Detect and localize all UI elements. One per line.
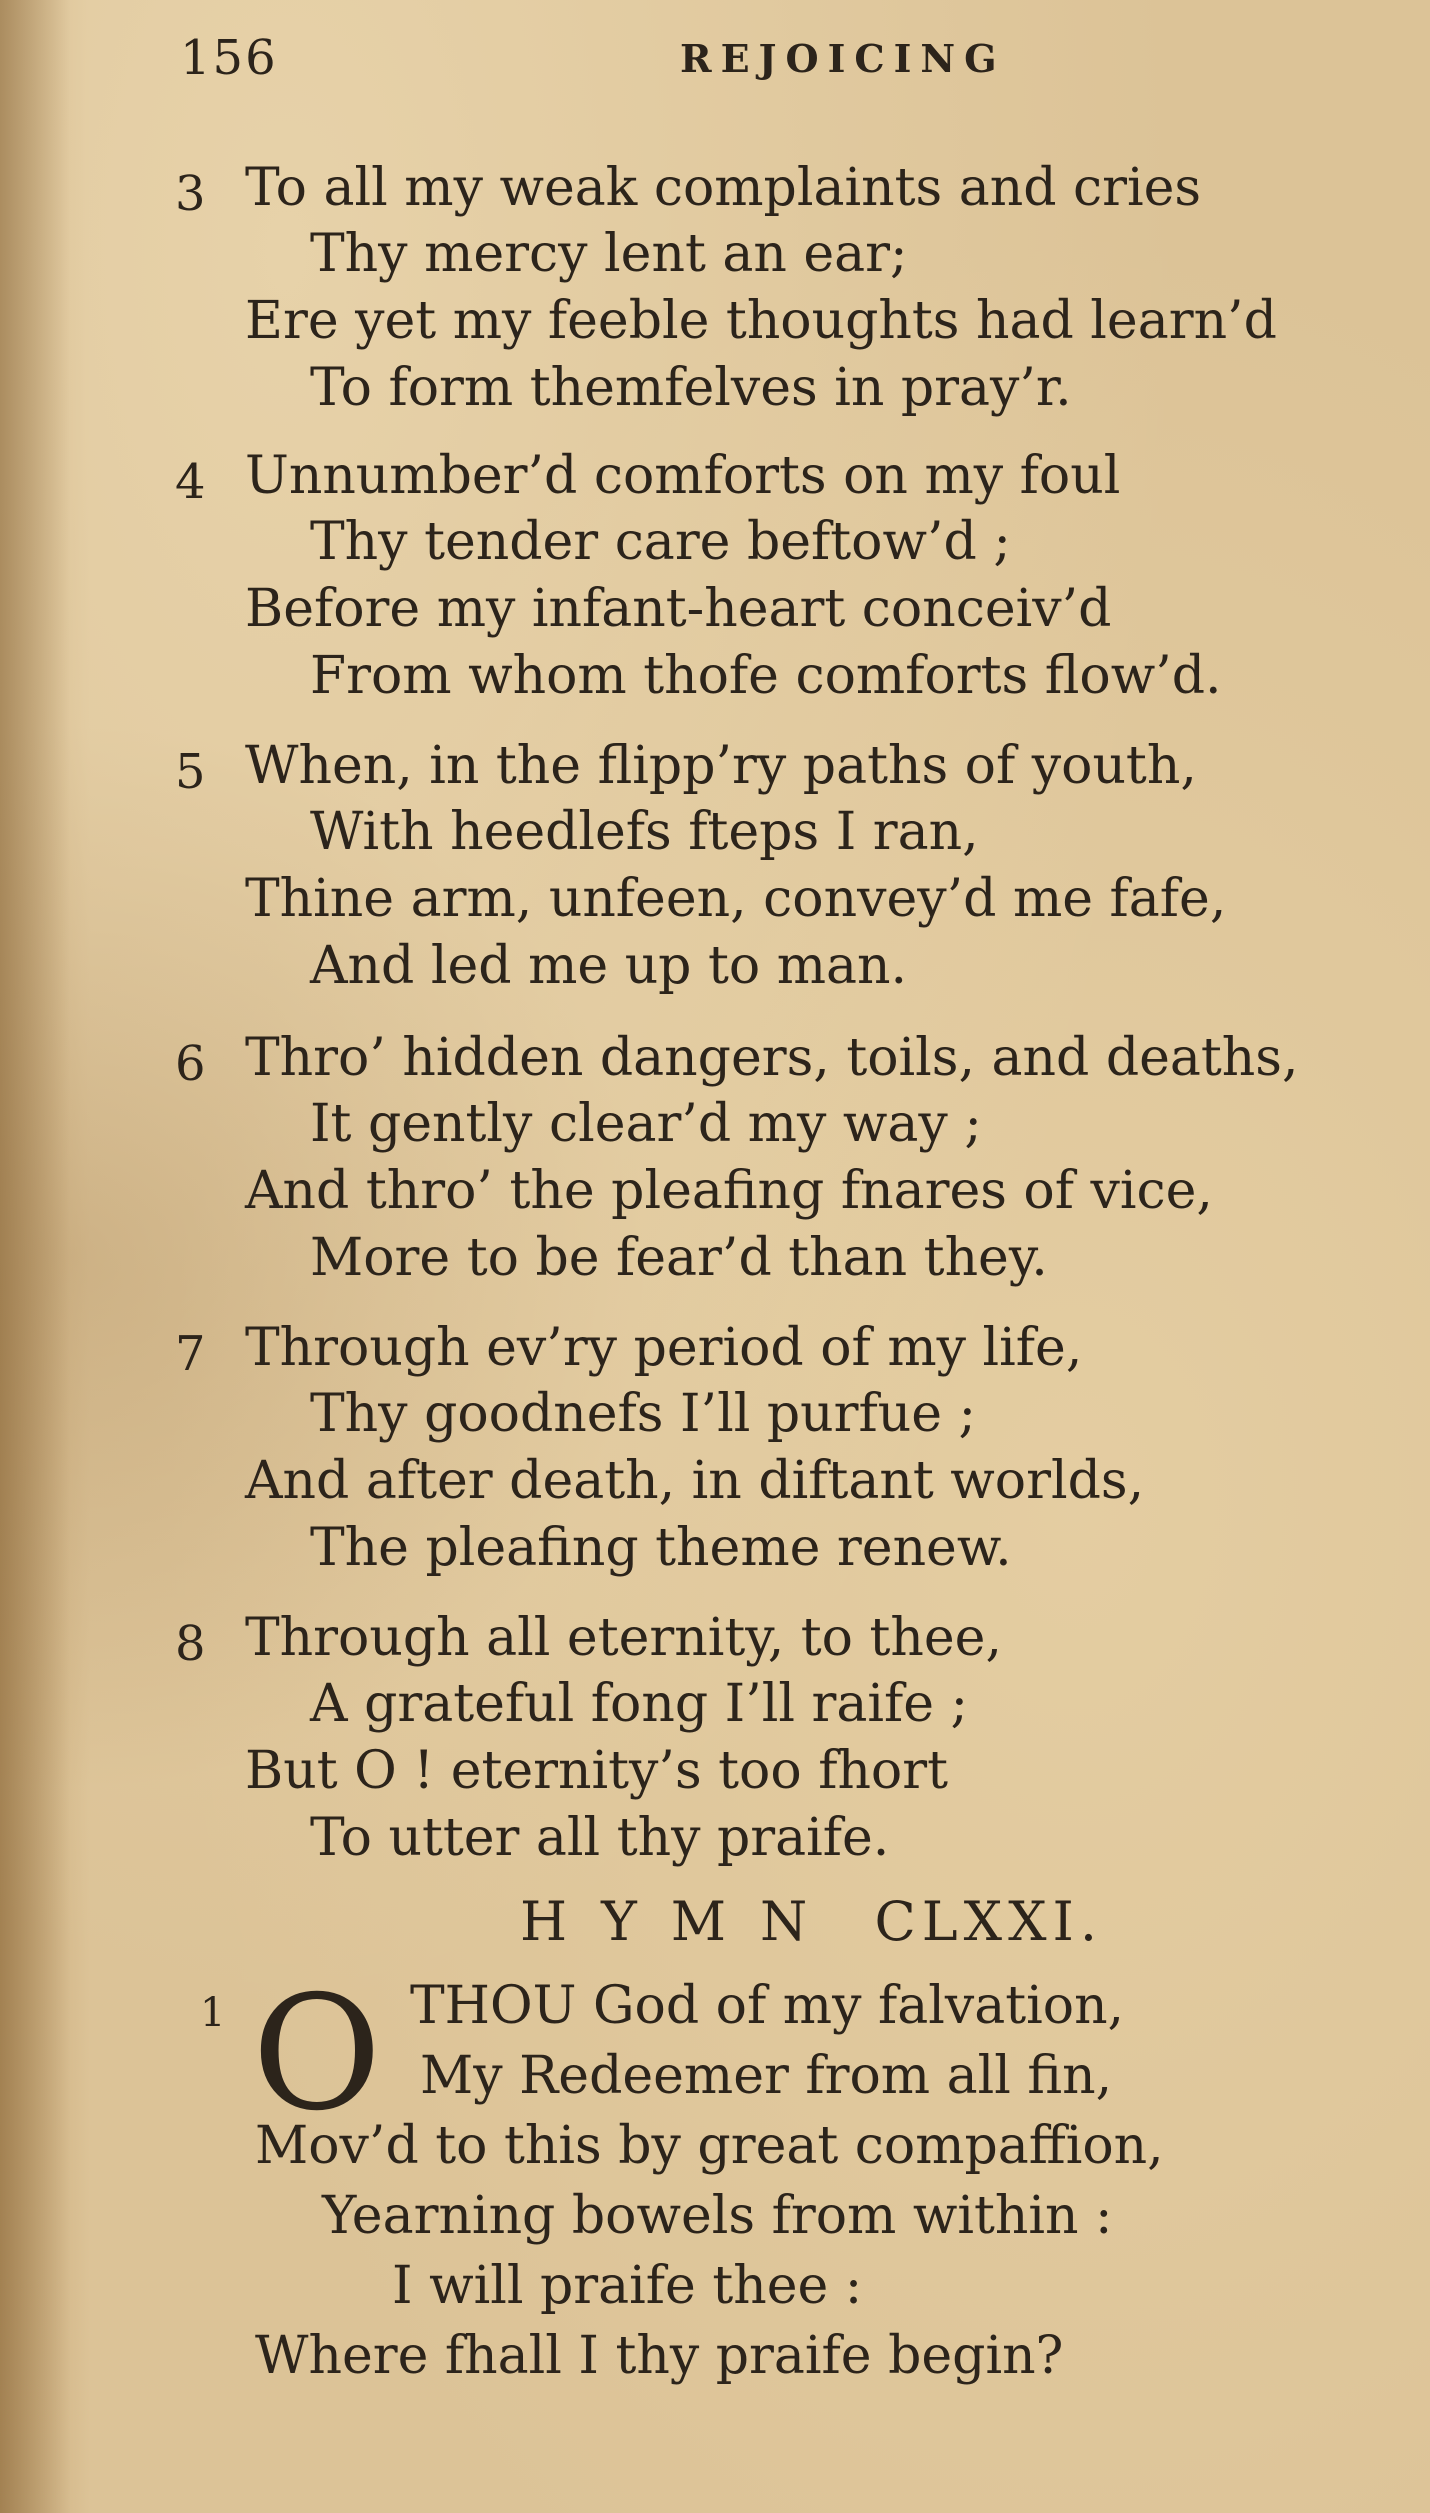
verse-number: 8 bbox=[175, 1616, 206, 1672]
verse-line: Thro’ hidden dangers, toils, and deaths, bbox=[245, 1028, 1299, 1088]
verse-line: And after death, in diftant worlds, bbox=[245, 1451, 1145, 1511]
hymn-line: Yearning bowels from within : bbox=[322, 2186, 1113, 2246]
verse-line: Thy tender care beftow’d ; bbox=[310, 512, 1011, 572]
hymn-line: Where fhall I thy praife begin? bbox=[255, 2326, 1064, 2386]
verse-line: More to be fear’d than they. bbox=[310, 1228, 1048, 1288]
page-gutter-shadow bbox=[0, 0, 70, 2513]
verse-line: The pleafing theme renew. bbox=[310, 1518, 1012, 1578]
drop-cap: O bbox=[252, 1962, 382, 2146]
verse-line: Thy goodnefs I’ll purfue ; bbox=[310, 1384, 977, 1444]
verse-line: And thro’ the pleafing fnares of vice, bbox=[245, 1161, 1213, 1221]
verse-line: Thy mercy lent an ear; bbox=[310, 224, 908, 284]
page-header bbox=[180, 30, 1280, 90]
verse-line: It gently clear’d my way ; bbox=[310, 1094, 982, 1154]
page-number: 156 bbox=[180, 30, 278, 86]
verse-number: 6 bbox=[175, 1036, 206, 1092]
verse-line: Unnumber’d comforts on my foul bbox=[245, 446, 1121, 506]
hymn-line: I will praife thee : bbox=[392, 2256, 863, 2316]
verse-number: 3 bbox=[175, 166, 206, 222]
verse-line: Thine arm, unfeen, convey’d me fafe, bbox=[245, 869, 1227, 929]
verse-number: 5 bbox=[175, 744, 206, 800]
verse-line: To form themfelves in pray’r. bbox=[310, 358, 1072, 418]
verse-line: And led me up to man. bbox=[310, 936, 908, 996]
hymn-stanza-number: 1 bbox=[200, 1990, 226, 2036]
verse-number: 4 bbox=[175, 454, 206, 510]
verse-line: From whom thofe comforts flow’d. bbox=[310, 646, 1222, 706]
hymn-title-number: CLXXI. bbox=[874, 1890, 1104, 1953]
verse-line: Before my infant-heart conceiv’d bbox=[245, 579, 1112, 639]
verse-line: Through ev’ry period of my life, bbox=[245, 1318, 1083, 1378]
hymn-line: My Redeemer from all fin, bbox=[420, 2046, 1113, 2106]
verse-line: To all my weak complaints and cries bbox=[245, 158, 1202, 218]
verse-line: Ere yet my feeble thoughts had learn’d bbox=[245, 291, 1277, 351]
hymn-title-word: HYMN bbox=[520, 1890, 842, 1953]
verse-line: With heedlefs fteps I ran, bbox=[310, 802, 979, 862]
verse-line: When, in the flipp’ry paths of youth, bbox=[245, 736, 1197, 796]
verse-line: But O ! eternity’s too fhort bbox=[245, 1741, 948, 1801]
running-head: REJOICING bbox=[680, 36, 1006, 81]
verse-line: To utter all thy praife. bbox=[310, 1808, 890, 1868]
verse-number: 7 bbox=[175, 1326, 206, 1382]
hymn-title bbox=[520, 1890, 1103, 1953]
hymn-line: Mov’d to this by great compaffion, bbox=[255, 2116, 1164, 2176]
verse-line: Through all eternity, to thee, bbox=[245, 1608, 1002, 1668]
hymn-line: THOU God of my falvation, bbox=[410, 1976, 1125, 2036]
verse-line: A grateful fong I’ll raife ; bbox=[310, 1674, 969, 1734]
